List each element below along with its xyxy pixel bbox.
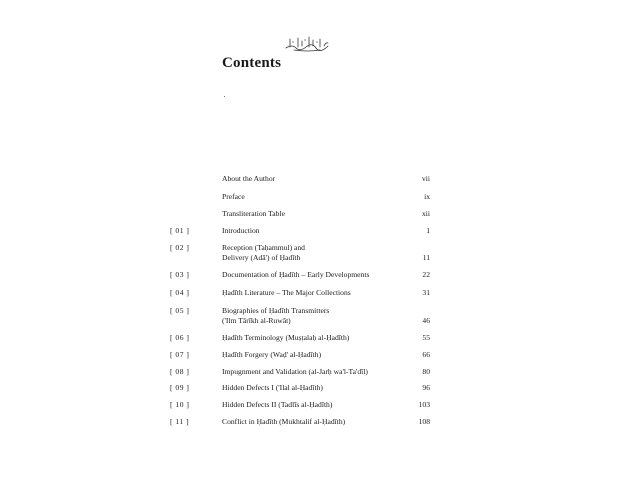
chapter-number: [ 09 ] [170,383,190,392]
chapter-number: [ 02 ] [170,243,190,252]
toc-entry-page: xii [421,209,430,218]
toc-entry-title: Ḥadīth Terminology (Muṣṭalaḥ al-Ḥadīth) [222,333,350,342]
toc-entry-title: Transliteration Table [222,209,285,218]
toc-entry-title: Ḥadīth Literature – The Major Collections [222,288,351,297]
toc-entry-page: 66 [422,350,430,359]
toc-entry-page: 1 [426,226,430,235]
toc-entry-page: 31 [422,288,430,297]
toc-entry-title: Hidden Defects II (Tadlīs al-Ḥadīth) [222,400,333,409]
chapter-number: [ 08 ] [170,367,190,376]
toc-entry-page: 108 [418,417,430,426]
toc-entry-title: Impugnment and Validation (al-Jarḥ wa'l-Ta'dīl) [222,367,368,376]
toc-entry-title: Preface [222,192,245,201]
toc-entry-page: 103 [418,400,430,409]
chapter-number: [ 10 ] [170,400,190,409]
toc-entry-title: Conflict in Ḥadīth (Mukhtalif al-Ḥadīth) [222,417,346,426]
toc-entry-title: About the Author [222,174,276,183]
toc-entry-page: vii [421,174,430,183]
page-title: Contents [222,55,282,71]
chapter-number: [ 04 ] [170,288,190,297]
toc-entry-title-line2: Delivery (Adā') of Ḥadīth [222,253,301,262]
toc-entry-title: Introduction [222,226,260,235]
toc-entry-page: 96 [422,383,430,392]
chapter-number: [ 05 ] [170,306,190,315]
toc-entry-title-line1: Biographies of Ḥadīth Transmitters [222,306,330,315]
toc-entry-page: 11 [422,253,430,262]
toc-entry-page: 46 [422,316,430,325]
chapter-number: [ 07 ] [170,350,190,359]
toc-entry-title-line2: ('Ilm Tārīkh al-Ruwāt) [222,316,291,325]
toc-entry-title: Hidden Defects I ('Ilal al-Ḥadīth) [222,383,323,392]
chapter-number: [ 03 ] [170,270,190,279]
chapter-number: [ 06 ] [170,333,190,342]
chapter-number: [ 11 ] [170,417,190,426]
toc-entry-title-line1: Reception (Taḥammul) and [222,243,305,252]
toc-entry-page: 22 [422,270,430,279]
toc-entry-page: 55 [422,333,430,342]
toc-entry-page: ix [424,192,430,201]
toc-entry-page: 80 [422,367,430,376]
chapter-number: [ 01 ] [170,226,190,235]
toc-entry-title: Documentation of Ḥadīth – Early Developments [222,270,370,279]
toc-entry-title: Ḥadīth Forgery (Waḍ' al-Ḥadīth) [222,350,322,359]
